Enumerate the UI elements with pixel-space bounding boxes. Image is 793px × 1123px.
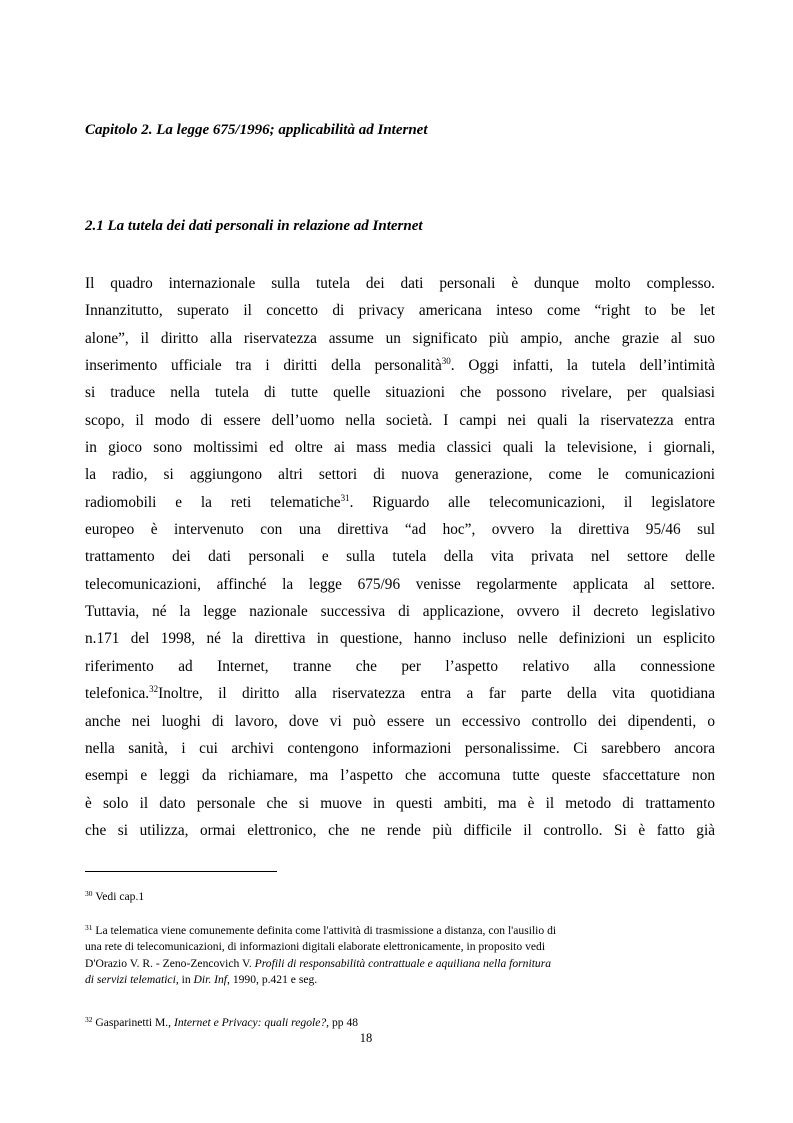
page-number: 18 xyxy=(359,1031,373,1045)
body-line: si traduce nella tutela di tutte quelle situazioni che possono rivelare, per qualsiasi xyxy=(85,384,715,402)
body-line: telefonica.$^{32}$Inoltre, il diritto alla riservatezza entra a far parte della vita quotidiana xyxy=(85,684,715,703)
section-title: 2.1 La tutela dei dati personali in relazione ad Internet xyxy=(85,218,423,234)
body-text xyxy=(85,270,715,844)
body-line: scopo, il modo di essere dell’uomo nella società. I campi nei quali la riservatezza entra xyxy=(85,411,715,429)
footnote-ref-31[interactable]: 31 xyxy=(340,492,350,503)
footnote-number: 32 xyxy=(85,1015,93,1024)
body-line: esempi e leggi da richiamare, ma l’aspetto che accomuna tutte queste sfaccettature non xyxy=(85,767,715,785)
footnote-ref-32[interactable]: 32 xyxy=(149,684,159,695)
body-line: anche nei luoghi di lavoro, dove vi può essere un eccessivo controllo dei dipendenti, o xyxy=(85,712,715,730)
footnote-separator xyxy=(85,871,277,872)
footnote-number: 30 xyxy=(85,889,93,898)
body-line: Tuttavia, né la legge nazionale successiva di applicazione, ovvero il decreto legislativo xyxy=(85,603,715,621)
body-line: è solo il dato personale che si muove in questi ambiti, ma è il metodo di trattamento xyxy=(85,794,715,812)
footnote-number: 31 xyxy=(85,923,93,932)
footnote-ref-30[interactable]: 30 xyxy=(441,356,451,367)
footnote-31: $^{31}$ La telematica viene comunemente definita come l'attività di trasmissione a distanza, con l'ausilio di una rete di telecomunicazioni, di informazioni digitali elaborate elettronicamente, in proposito vedi D'Orazio V. R. - Zeno-Zencovich V. Profili di responsabilità contrattuale e aquiliana nella fornitura di servizi telematici, in Dir. Inf, 1990, p.421 e seg. xyxy=(85,923,557,986)
body-line: trattamento dei dati personali e sulla tutela della vita privata nel settore delle xyxy=(85,548,715,566)
body-line: riferimento ad Internet, tranne che per l’aspetto relativo alla connessione xyxy=(85,657,715,675)
body-line: radiomobili e la reti telematiche$^{31}$. Riguardo alle telecomunicazioni, il legislatore xyxy=(85,492,715,511)
body-line: in gioco sono moltissimi ed oltre ai mass media classici quali la televisione, i giornali, xyxy=(85,439,715,457)
body-line: nella sanità, i cui archivi contengono informazioni personalissime. Ci sarebbero ancora xyxy=(85,739,715,757)
body-line: inserimento ufficiale tra i diritti della personalità$^{30}$. Oggi infatti, la tutela dell’intimità xyxy=(85,356,715,375)
body-line: europeo è intervenuto con una direttiva “ad hoc”, ovvero la direttiva 95/46 sul xyxy=(85,521,715,539)
body-line: Innanzitutto, superato il concetto di privacy americana inteso come “right to be let xyxy=(85,302,715,320)
chapter-title: Capitolo 2. La legge 675/1996; applicabilità ad Internet xyxy=(85,122,428,138)
body-line: la radio, si aggiungono altri settori di nuova generazione, come le comunicazioni xyxy=(85,466,715,484)
footnote-30: $^{30}$ Vedi cap.1 xyxy=(85,889,145,903)
body-line: telecomunicazioni, affinché la legge 675/96 venisse regolarmente applicata al settore. xyxy=(85,575,715,593)
body-line: che si utilizza, ormai elettronico, che ne rende più difficile il controllo. Si è fatto già xyxy=(85,821,715,839)
body-line: alone”, il diritto alla riservatezza assume un significato più ampio, anche grazie al suo xyxy=(85,329,715,347)
footnote-32: $^{32}$ Gasparinetti M., Internet e Privacy: quali regole?, pp 48 xyxy=(85,1015,359,1029)
body-line: n.171 del 1998, né la direttiva in questione, hanno incluso nelle definizioni un esplicito xyxy=(85,630,715,648)
body-line: Il quadro internazionale sulla tutela dei dati personali è dunque molto complesso. xyxy=(85,275,715,292)
